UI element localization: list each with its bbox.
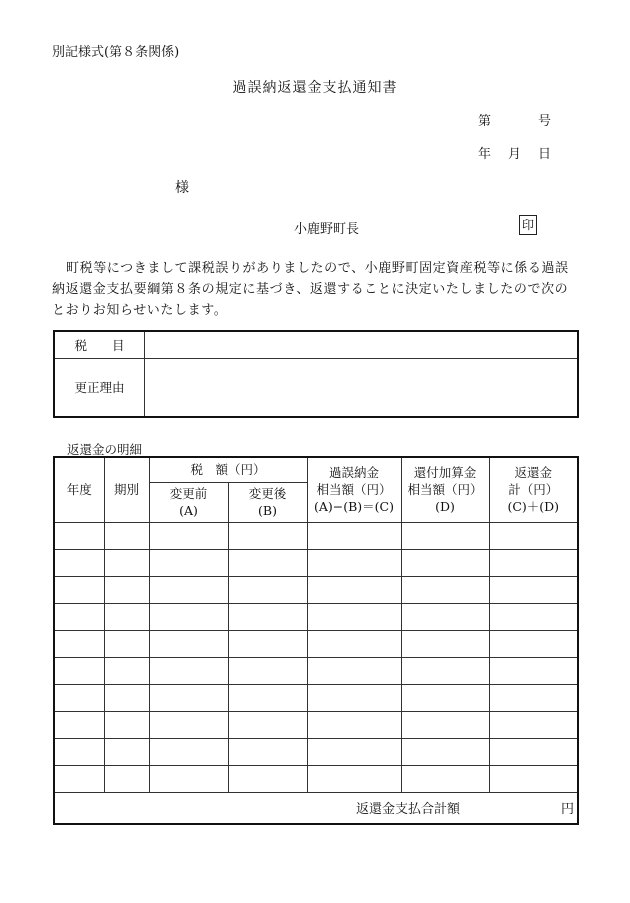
col-total-line1: 返還金 bbox=[514, 465, 552, 481]
number-suffix: 号 bbox=[538, 114, 552, 129]
col-addition bbox=[401, 457, 489, 522]
col-addition-line2: 相当額（円） bbox=[407, 482, 483, 498]
reason-label: 更正理由 bbox=[54, 358, 145, 417]
col-addition-line3: (D) bbox=[435, 499, 455, 515]
col-after-sub: (B) bbox=[258, 503, 277, 518]
number-prefix: 第 bbox=[478, 114, 492, 129]
table-row bbox=[54, 684, 578, 711]
issuer: 小鹿野町長 bbox=[294, 222, 360, 237]
table-row bbox=[54, 711, 578, 738]
table-row bbox=[54, 576, 578, 603]
table-row bbox=[54, 603, 578, 630]
col-tax-amount: 税 額（円） bbox=[149, 457, 307, 482]
col-overpayment-line1: 過誤納金 bbox=[328, 465, 379, 481]
total-row bbox=[54, 792, 578, 824]
details-label: 返還金の明細 bbox=[67, 442, 143, 457]
date-day: 日 bbox=[538, 147, 552, 162]
col-year: 年度 bbox=[54, 457, 104, 522]
document-title: 過誤納返還金支払通知書 bbox=[232, 80, 398, 96]
body-paragraph: 町税等につきまして課税誤りがありましたので、小鹿野町固定資産税等に係る過誤納返還金支払要綱第８条の規定に基づき、返還することに決定いたしましたので次のとおりお知らせいたします。 bbox=[52, 261, 569, 318]
date-month: 月 bbox=[508, 147, 522, 162]
col-period: 期別 bbox=[104, 457, 149, 522]
tax-item-label: 税 目 bbox=[54, 331, 145, 358]
date-year: 年 bbox=[478, 147, 492, 162]
col-overpayment-line3: (A)−(B)＝(C) bbox=[313, 499, 394, 515]
col-total-line3: (C)＋(D) bbox=[507, 499, 560, 515]
total-label: 返還金支払合計額 bbox=[356, 802, 461, 817]
col-total bbox=[489, 457, 578, 522]
table-row bbox=[54, 765, 578, 792]
col-before bbox=[149, 482, 228, 522]
details-table bbox=[53, 456, 579, 825]
col-before-label: 変更前 bbox=[169, 486, 208, 501]
table-row bbox=[54, 738, 578, 765]
col-before-sub: (A) bbox=[179, 503, 198, 518]
table-row bbox=[54, 549, 578, 576]
table-row bbox=[54, 522, 578, 549]
total-unit: 円 bbox=[561, 802, 575, 817]
col-addition-line1: 還付加算金 bbox=[413, 465, 477, 481]
seal-stamp: 印 bbox=[519, 215, 537, 235]
table-row bbox=[54, 630, 578, 657]
col-overpayment bbox=[307, 457, 401, 522]
col-after bbox=[228, 482, 307, 522]
col-after-label: 変更後 bbox=[248, 486, 287, 501]
info-table bbox=[53, 330, 579, 418]
form-label: 別記様式(第８条関係) bbox=[52, 45, 180, 60]
table-row bbox=[54, 657, 578, 684]
col-total-line2: 計（円） bbox=[508, 482, 559, 498]
reason-value bbox=[145, 358, 579, 417]
col-overpayment-line2: 相当額（円） bbox=[316, 482, 392, 498]
recipient-suffix: 様 bbox=[175, 180, 189, 196]
tax-item-value bbox=[145, 331, 579, 358]
